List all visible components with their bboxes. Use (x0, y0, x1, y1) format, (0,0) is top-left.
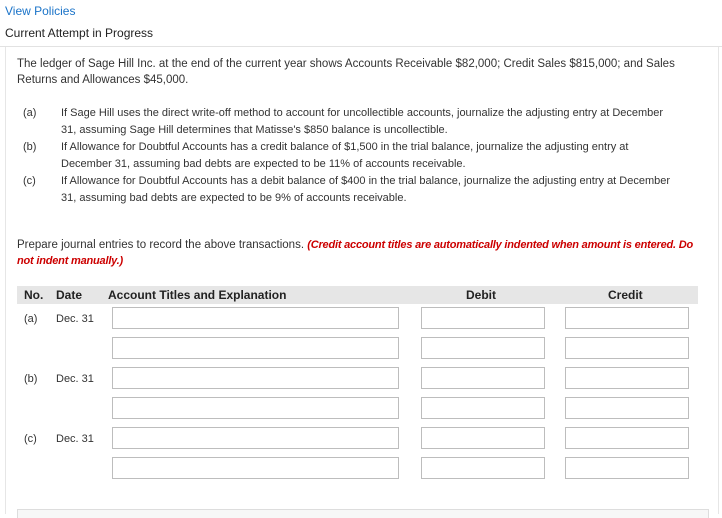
journal-table-header (17, 286, 698, 304)
entry-number: (a) (24, 313, 38, 325)
credit-input[interactable] (565, 457, 689, 479)
debit-input[interactable] (421, 457, 545, 479)
instructions-text: Prepare journal entries to record the above transactions. (17, 239, 305, 251)
credit-input[interactable] (565, 367, 689, 389)
question-part-b (17, 139, 697, 173)
credit-input[interactable] (565, 337, 689, 359)
part-text: If Allowance for Doubtful Accounts has a debit balance of $400 in the trial balance, journalize the adjusting entry at December 31, assuming bad debts are expected to be 9% of accounts receivable. (61, 175, 671, 204)
col-header-date: Date (56, 288, 83, 302)
part-text: If Allowance for Doubtful Accounts has a credit balance of $1,500 in the trial balance, journalize the adjusting entry at December 31, assuming bad debts are expected to be 11% of accounts receivable. (61, 141, 629, 170)
col-header-account: Account Titles and Explanation (108, 288, 287, 302)
question-part-c (17, 173, 697, 207)
entry-number: (b) (24, 373, 38, 385)
col-header-no: No. (24, 288, 44, 302)
account-title-input[interactable] (112, 457, 399, 479)
debit-input[interactable] (421, 427, 545, 449)
account-title-input[interactable] (112, 427, 399, 449)
journal-row (17, 397, 698, 423)
account-title-input[interactable] (112, 307, 399, 329)
journal-row (17, 337, 698, 363)
col-header-debit: Debit (466, 288, 496, 302)
entry-date: Dec. 31 (56, 373, 94, 385)
instructions (17, 237, 702, 269)
journal-row (17, 307, 698, 333)
top-bar (0, 0, 722, 47)
journal-row (17, 427, 698, 453)
account-title-input[interactable] (112, 397, 399, 419)
credit-input[interactable] (565, 427, 689, 449)
debit-input[interactable] (421, 337, 545, 359)
credit-input[interactable] (565, 307, 689, 329)
credit-input[interactable] (565, 397, 689, 419)
part-label: (c) (23, 175, 36, 187)
debit-input[interactable] (421, 307, 545, 329)
entry-date: Dec. 31 (56, 433, 94, 445)
part-label: (a) (23, 107, 37, 119)
part-label: (b) (23, 141, 37, 153)
view-policies-link[interactable]: View Policies (5, 4, 76, 18)
col-header-credit: Credit (608, 288, 643, 302)
entry-number: (c) (24, 433, 37, 445)
journal-row (17, 367, 698, 393)
question-panel (5, 47, 719, 514)
question-intro: The ledger of Sage Hill Inc. at the end of the current year shows Accounts Receivable $82,000; Credit Sales $815,000; and Sales Returns and Allowances $45,000. (17, 58, 675, 86)
debit-input[interactable] (421, 367, 545, 389)
account-title-input[interactable] (112, 337, 399, 359)
entry-date: Dec. 31 (56, 313, 94, 325)
part-text: If Sage Hill uses the direct write-off method to account for uncollectible accounts, journalize the adjusting entry at December 31, assuming Sage Hill determines that Matisse's $850 balance is uncollectible. (61, 107, 664, 136)
attempt-status: Current Attempt in Progress (5, 26, 154, 40)
question-parts (17, 105, 697, 207)
account-title-input[interactable] (112, 367, 399, 389)
question-part-a (17, 105, 697, 139)
journal-row (17, 457, 698, 483)
debit-input[interactable] (421, 397, 545, 419)
indent-warning: (Credit account titles are automatically indented when amount is entered. Do not indent manually.) (17, 239, 693, 267)
